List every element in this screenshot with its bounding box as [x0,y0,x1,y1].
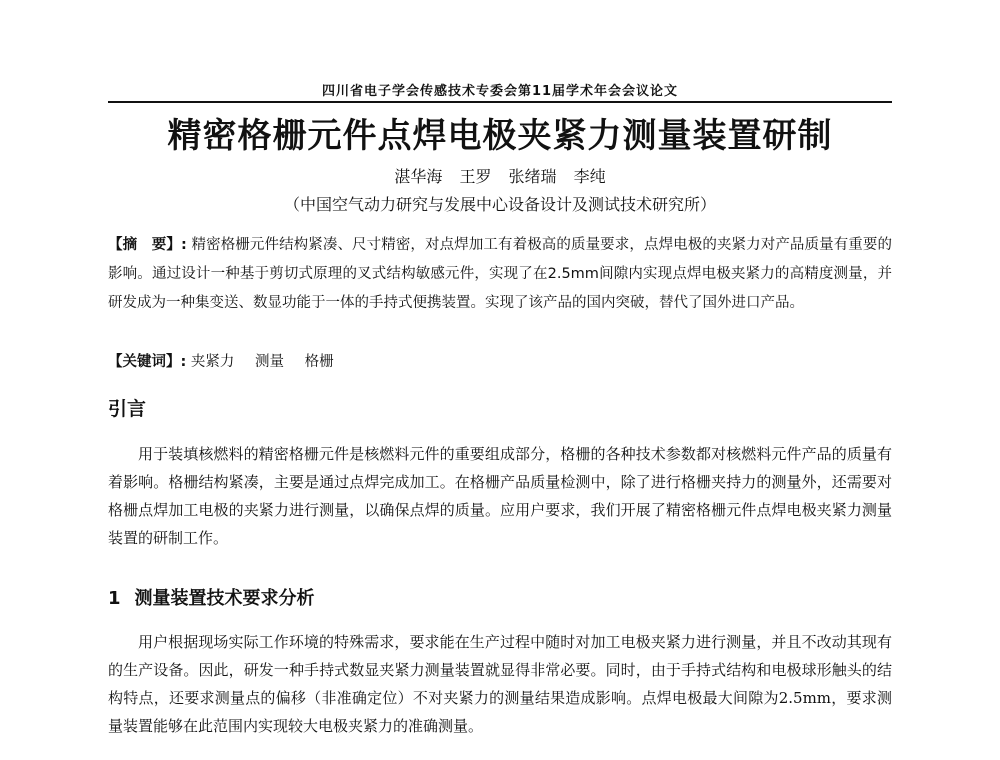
section-title: 测量装置技术要求分析 [134,588,315,609]
author-name: 湛华海 [394,167,443,186]
author-list [108,164,892,187]
author-name: 王罗 [459,167,492,186]
intro-paragraph: 用于装填核燃料的精密格栅元件是核燃料元件的重要组成部分，格栅的各种技术参数都对核燃料元件产品的质量有着影响。格栅结构紧凑，主要是通过点焊完成加工。在格栅产品质量检测中，除了进行格栅夹持力的测量外，还需要对格栅点焊加工电极的夹紧力进行测量，以确保点焊的质量。应用户要求，我们开展了精密格栅元件点焊电极夹紧力测量装置的研制工作。 [108,445,892,547]
paper-title: 精密格栅元件点焊电极夹紧力测量装置研制 [167,116,833,156]
keyword: 夹紧力 [190,354,235,370]
keyword: 测量 [255,354,285,370]
keyword: 格栅 [304,354,334,370]
section-1-heading [108,584,315,610]
author-name: 张绪瑞 [508,167,557,186]
running-head: 四川省电子学会传感技术专委会第11届学术年会会议论文 [321,84,679,99]
author-name: 李纯 [573,167,606,186]
intro-heading: 引言 [108,398,147,420]
abstract-label: 【摘 要】: [108,237,187,253]
abstract-text: 精密格栅元件结构紧凑、尺寸精密，对点焊加工有着极高的质量要求，点焊电极的夹紧力对产品质量有重要的影响。通过设计一种基于剪切式原理的叉式结构敏感元件，实现了在2.5mm间隙内实现点焊电极夹紧力的高精度测量，并研发成为一种集变送、数显功能于一体的手持式便携装置。实现了该产品的国内突破，替代了国外进口产品。 [108,237,892,311]
keywords-label: 【关键词】: [108,354,187,370]
keywords [108,350,892,371]
header-rule [108,101,892,103]
section-1-paragraph: 用户根据现场实际工作环境的特殊需求，要求能在生产过程中随时对加工电极夹紧力进行测量，并且不改动其现有的生产设备。因此，研发一种手持式数显夹紧力测量装置就显得非常必要。同时，由于手持式结构和电极球形触头的结构特点，还要求测量点的偏移（非准确定位）不对夹紧力的测量结果造成影响。点焊电极最大间隙为2.5mm，要求测量装置能够在此范围内实现较大电极夹紧力的准确测量。 [108,633,892,735]
abstract [108,231,892,318]
affiliation: （中国空气动力研究与发展中心设备设计及测试技术研究所） [283,195,716,214]
section-number: 1 [108,588,121,609]
